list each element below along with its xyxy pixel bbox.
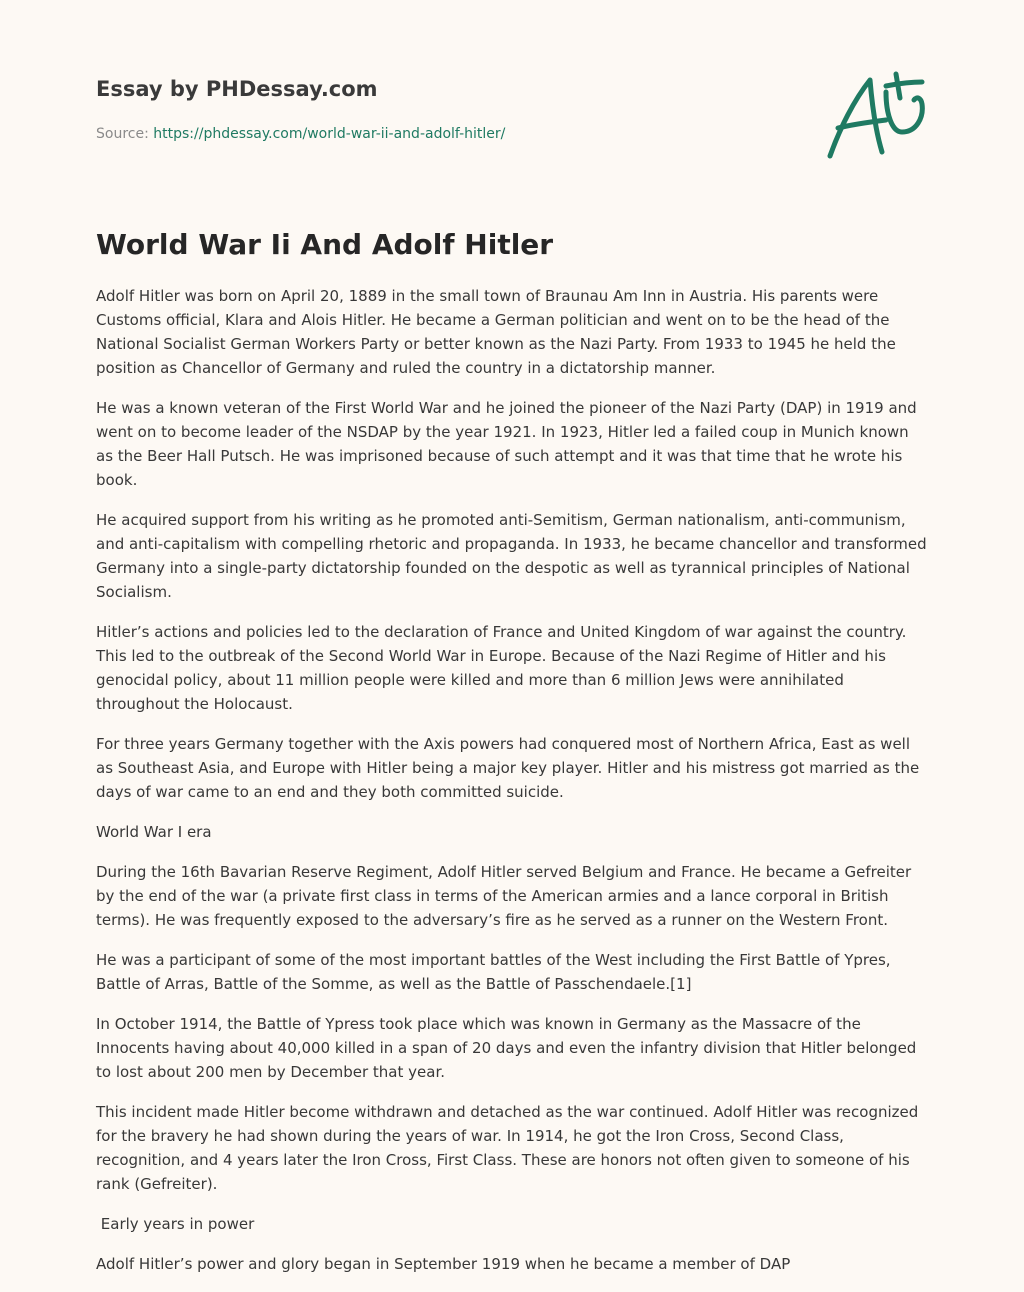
brand-title: Essay by PHDessay.com [96, 77, 378, 101]
essay-header [96, 74, 928, 174]
paragraph: He was a participant of some of the most important battles of the West including the First Battle of Ypres, Battle of Arras, Battle of the Somme, as well as the Battle of Passchendaele.[1] [96, 951, 891, 993]
source-label: Source: [96, 126, 149, 142]
paragraph: For three years Germany together with the Axis powers had conquered most of Northern Africa, East as well as Southeast Asia, and Europe with Hitler being a major key player. Hitler and his mistress got married as the days of war came to an end and they both committed suicide. [96, 735, 920, 801]
section-heading: World War I era [96, 823, 212, 841]
a-plus-logo-icon [824, 70, 928, 162]
paragraph: He acquired support from his writing as he promoted anti-Semitism, German nationalism, anti-communism, and anti-capitalism with compelling rhetoric and propaganda. In 1933, he became chancellor and transformed Germany into a single-party dictatorship founded on the despotic as well as tyrannical principles of National Socialism. [96, 511, 927, 601]
paragraph: He was a known veteran of the First World War and he joined the pioneer of the Nazi Party (DAP) in 1919 and went on to become leader of the NSDAP by the year 1921. In 1923, Hitler led a failed coup in Munich known as the Beer Hall Putsch. He was imprisoned because of such attempt and it was that time that he wrote his book. [96, 399, 917, 489]
paragraph: This incident made Hitler become withdrawn and detached as the war continued. Adolf Hitler was recognized for the bravery he had shown during the years of war. In 1914, he got the Iron Cross, Second Class, recognition, and 4 years later the Iron Cross, First Class. These are honors not often given to someone of his rank (Gefreiter). [96, 1103, 919, 1193]
paragraph: Adolf Hitler’s power and glory began in September 1919 when he became a member of DAP [96, 1255, 791, 1273]
paragraph: Hitler’s actions and policies led to the declaration of France and United Kingdom of war against the country. This led to the outbreak of the Second World War in Europe. Because of the Nazi Regime of Hitler and his genocidal policy, about 11 million people were killed and more than 6 million Jews were annihilated throughout the Holocaust. [96, 623, 907, 713]
essay-body [96, 284, 928, 1292]
essay-title: World War Ii And Adolf Hitler [96, 228, 554, 261]
source-line [96, 124, 928, 144]
section-heading: Early years in power [96, 1215, 255, 1233]
paragraph: In October 1914, the Battle of Ypress took place which was known in Germany as the Massacre of the Innocents having about 40,000 killed in a span of 20 days and even the infantry division that Hitler belonged to lost about 200 men by December that year. [96, 1015, 917, 1081]
paragraph: Adolf Hitler was born on April 20, 1889 in the small town of Braunau Am Inn in Austria. His parents were Customs official, Klara and Alois Hitler. He became a German politician and went on to be the head of the National Socialist German Workers Party or better known as the Nazi Party. From 1933 to 1945 he held the position as Chancellor of Germany and ruled the country in a dictatorship manner. [96, 287, 896, 377]
paragraph: During the 16th Bavarian Reserve Regiment, Adolf Hitler served Belgium and France. He became a Gefreiter by the end of the war (a private first class in terms of the American armies and a lance corporal in British terms). He was frequently exposed to the adversary’s fire as he served as a runner on the Western Front. [96, 863, 912, 929]
source-link[interactable]: https://phdessay.com/world-war-ii-and-adolf-hitler/ [153, 126, 506, 142]
